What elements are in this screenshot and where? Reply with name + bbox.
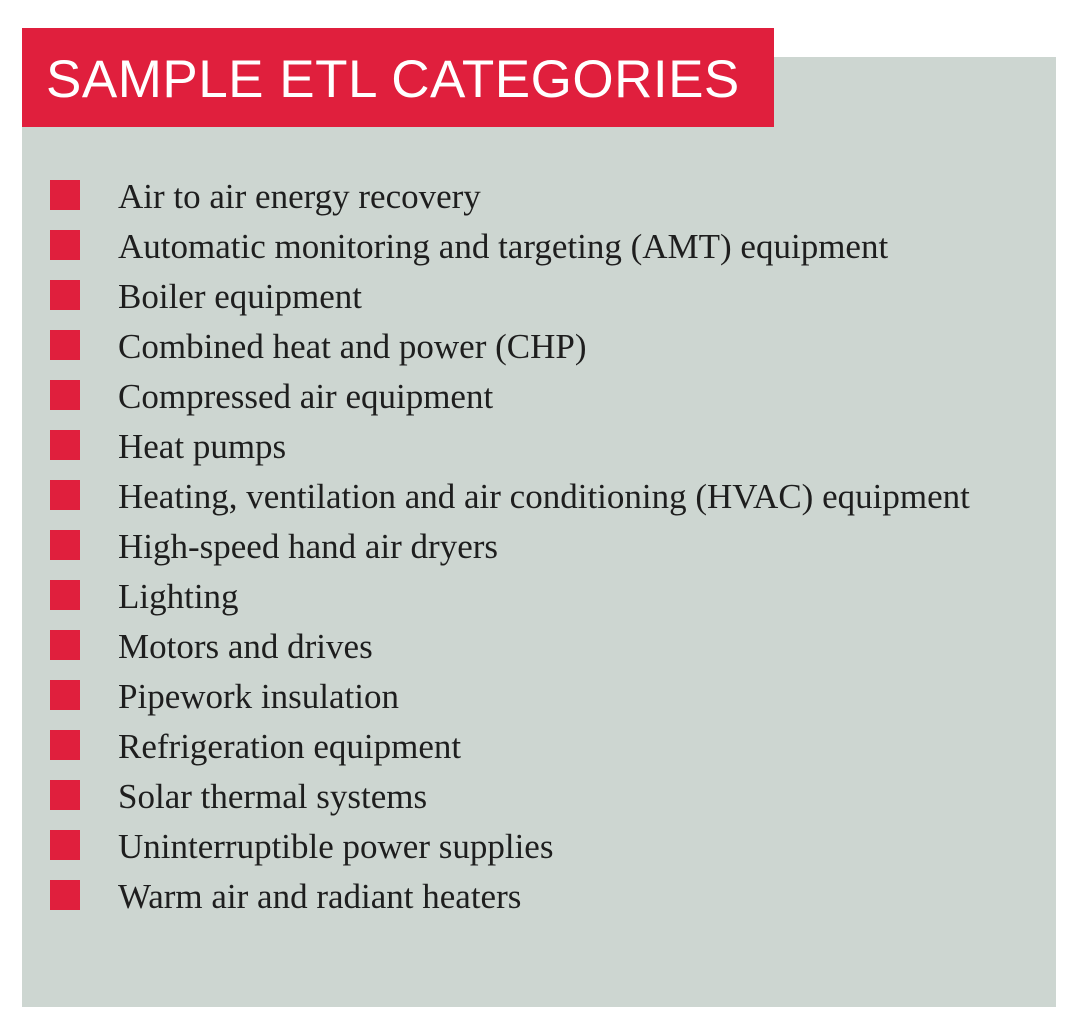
square-bullet-icon xyxy=(50,880,80,910)
square-bullet-icon xyxy=(50,680,80,710)
square-bullet-icon xyxy=(50,580,80,610)
list-item xyxy=(50,422,1040,472)
list-item xyxy=(50,222,1040,272)
list-item xyxy=(50,522,1040,572)
list-item-label: Heating, ventilation and air conditioning (HVAC) equipment xyxy=(118,477,970,516)
list-item-label: Refrigeration equipment xyxy=(118,727,462,766)
square-bullet-icon xyxy=(50,830,80,860)
list-item xyxy=(50,372,1040,422)
list-item xyxy=(50,622,1040,672)
page-title: SAMPLE ETL CATEGORIES xyxy=(46,50,740,109)
list-item xyxy=(50,722,1040,772)
square-bullet-icon xyxy=(50,380,80,410)
list-item-label: Uninterruptible power supplies xyxy=(118,827,554,866)
square-bullet-icon xyxy=(50,630,80,660)
list-item xyxy=(50,472,1040,522)
list-item-label: High-speed hand air dryers xyxy=(118,527,499,566)
list-item-label: Boiler equipment xyxy=(118,277,362,316)
list-item-label: Heat pumps xyxy=(118,427,287,466)
list-item-label: Combined heat and power (CHP) xyxy=(118,327,587,366)
square-bullet-icon xyxy=(50,280,80,310)
list-item-label: Compressed air equipment xyxy=(118,377,494,416)
square-bullet-icon xyxy=(50,480,80,510)
list-item-label: Warm air and radiant heaters xyxy=(118,877,522,916)
square-bullet-icon xyxy=(50,780,80,810)
list-item xyxy=(50,572,1040,622)
list-item-label: Solar thermal systems xyxy=(118,777,428,816)
list-item-label: Motors and drives xyxy=(118,627,373,666)
square-bullet-icon xyxy=(50,730,80,760)
square-bullet-icon xyxy=(50,530,80,560)
title-banner xyxy=(22,28,774,127)
list-item xyxy=(50,772,1040,822)
list-item xyxy=(50,672,1040,722)
square-bullet-icon xyxy=(50,330,80,360)
list-item xyxy=(50,172,1040,222)
list-item xyxy=(50,322,1040,372)
square-bullet-icon xyxy=(50,230,80,260)
category-list xyxy=(50,172,1040,922)
square-bullet-icon xyxy=(50,430,80,460)
list-item-label: Pipework insulation xyxy=(118,677,399,716)
list-item xyxy=(50,272,1040,322)
list-item-label: Lighting xyxy=(118,577,239,616)
square-bullet-icon xyxy=(50,180,80,210)
list-item xyxy=(50,822,1040,872)
list-item-label: Air to air energy recovery xyxy=(118,177,481,216)
list-item xyxy=(50,872,1040,922)
list-item-label: Automatic monitoring and targeting (AMT) equipment xyxy=(118,227,889,266)
